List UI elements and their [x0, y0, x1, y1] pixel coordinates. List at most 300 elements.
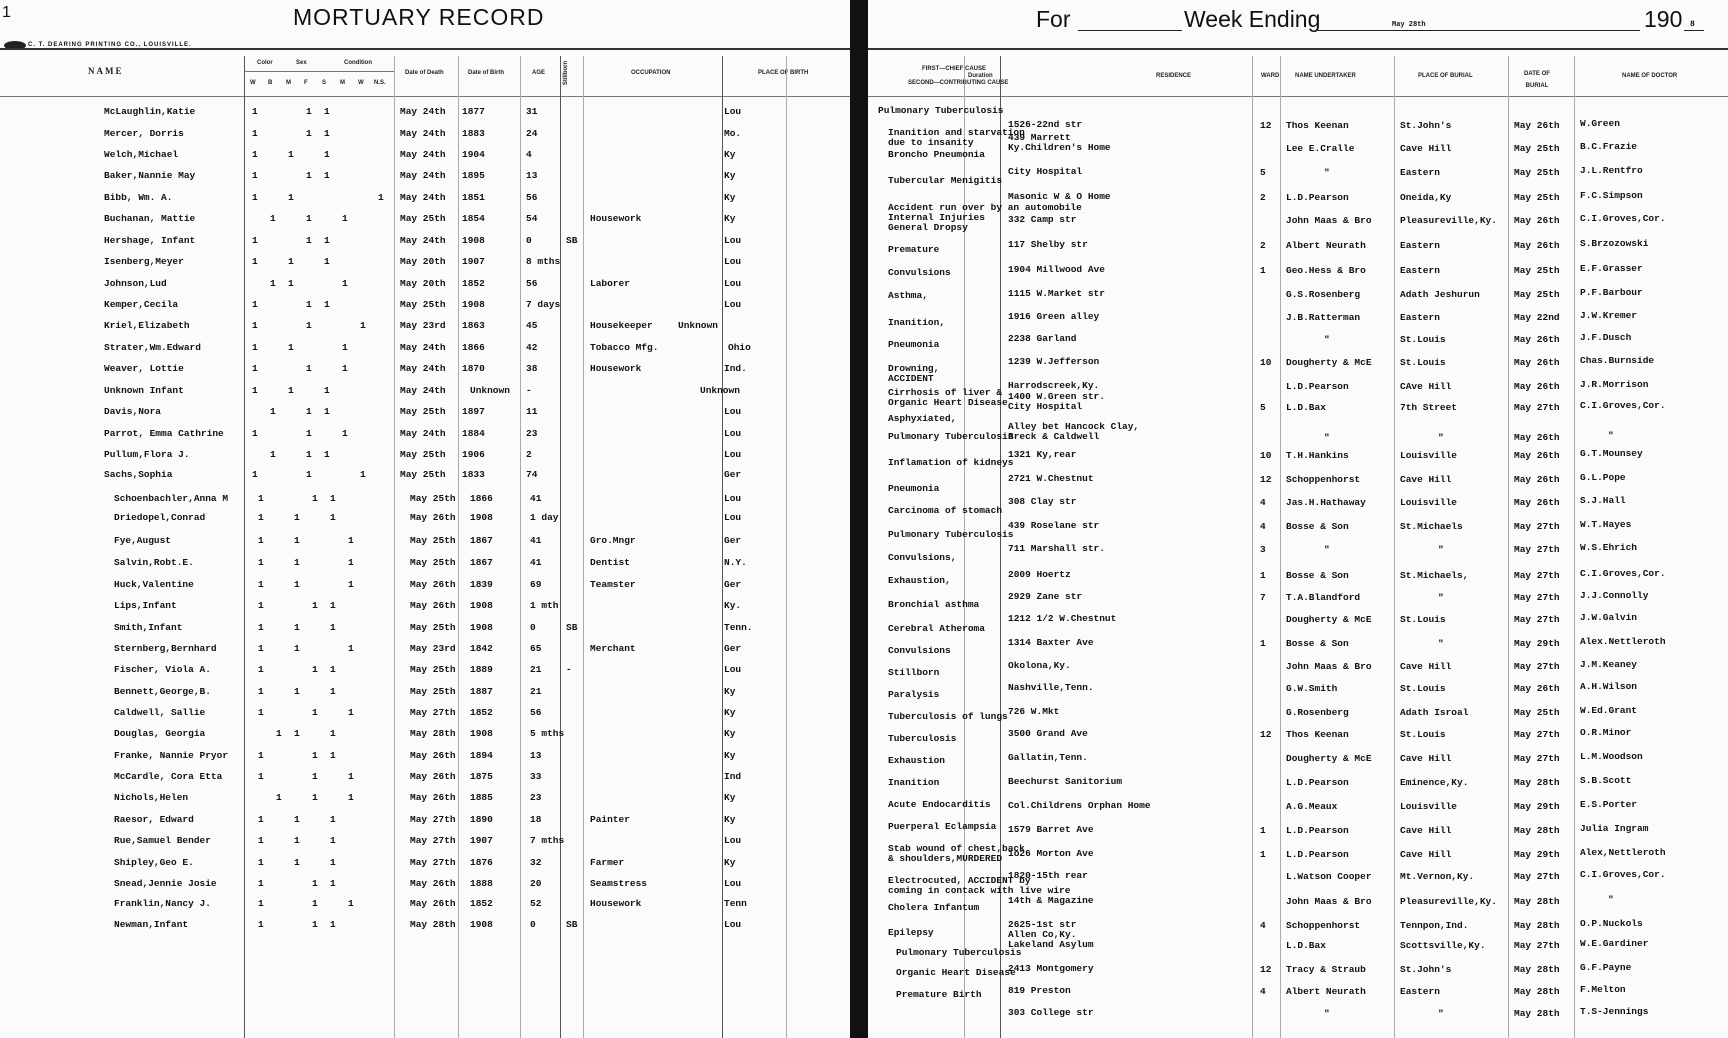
burial-date: May 22nd — [1514, 312, 1560, 323]
cause-of-death: Pneumonia — [888, 483, 940, 494]
header-sub-1: B — [268, 80, 273, 86]
place-of-birth: Ky — [724, 792, 736, 803]
col-divider — [458, 56, 459, 1038]
condition-mark: 1 — [342, 213, 348, 224]
place-of-birth: Ky. — [724, 600, 742, 611]
age: 32 — [530, 857, 542, 868]
deceased-name: Sternberg,Bernhard — [114, 643, 217, 654]
burial-place: " — [1438, 432, 1444, 443]
deceased-name: Driedopel,Conrad — [114, 512, 206, 523]
age: 7 mths — [530, 835, 565, 846]
condition-mark: 1 — [258, 493, 264, 504]
burial-date: May 25th — [1514, 265, 1560, 276]
burial-date: May 26th — [1514, 432, 1560, 443]
condition-mark: 1 — [252, 428, 258, 439]
residence: City Hospital — [1008, 166, 1083, 177]
doctor-name: S.Brzozowski — [1580, 238, 1649, 249]
cause-of-death: Paralysis — [888, 689, 940, 700]
condition-mark: 1 — [294, 835, 300, 846]
age: 18 — [530, 814, 542, 825]
date-of-death: May 27th — [410, 857, 456, 868]
place-of-birth: Lou — [724, 106, 742, 117]
burial-date: May 26th — [1514, 357, 1560, 368]
occupation: Laborer — [590, 278, 630, 289]
col-divider — [1252, 56, 1253, 1038]
date-of-death: May 25th — [410, 535, 456, 546]
residence: 1o26 Morton Ave — [1008, 848, 1094, 859]
doctor-name: J.W.Kremer — [1580, 310, 1638, 321]
place-of-birth: Ind. — [724, 363, 747, 374]
doctor-name: C.I.Groves,Cor. — [1580, 213, 1666, 224]
burial-place: Eastern — [1400, 265, 1440, 276]
for-blank-line — [1078, 30, 1182, 31]
date-of-birth: 1876 — [470, 857, 493, 868]
age: 45 — [526, 320, 538, 331]
cause-of-death: Inflamation of kidneys — [888, 457, 1014, 468]
doctor-name: W.S.Ehrich — [1580, 542, 1638, 553]
age: 20 — [530, 878, 542, 889]
date-of-birth: 1852 — [462, 278, 485, 289]
cause-of-death: Cholera Infantum — [888, 902, 980, 913]
deceased-name: Unknown Infant — [104, 385, 184, 396]
undertaker: " — [1324, 167, 1330, 178]
condition-mark: 1 — [252, 106, 258, 117]
place-of-birth: Lou — [724, 919, 742, 930]
age: 24 — [526, 128, 538, 139]
place-of-birth: Lou — [724, 512, 742, 523]
doctor-name: C.I.Groves,Cor. — [1580, 869, 1666, 880]
cause-of-death: Organic Heart Disease — [896, 967, 1016, 978]
date-of-death: May 26th — [410, 771, 456, 782]
condition-mark: 1 — [258, 686, 264, 697]
condition-mark: 1 — [348, 557, 354, 568]
residence: 1526-22nd str — [1008, 119, 1083, 130]
burial-place: " — [1438, 1008, 1444, 1019]
ward: 12 — [1260, 474, 1272, 485]
date-of-death: May 20th — [400, 278, 446, 289]
condition-mark: 1 — [294, 643, 300, 654]
condition-mark: 1 — [306, 428, 312, 439]
condition-mark: 1 — [324, 128, 330, 139]
deceased-name: Pullum,Flora J. — [104, 449, 190, 460]
deceased-name: Newman,Infant — [114, 919, 189, 930]
age: 0 — [530, 919, 536, 930]
cause-of-death: Epilepsy — [888, 927, 934, 938]
doctor-name: G.L.Pope — [1580, 472, 1626, 483]
condition-mark: 1 — [270, 213, 276, 224]
place-of-birth: Ger — [724, 469, 742, 480]
condition-mark: 1 — [360, 469, 366, 480]
place-of-birth: Ky — [724, 707, 736, 718]
doctor-name: O.P.Nuckols — [1580, 918, 1643, 929]
undertaker: Dougherty & McE — [1286, 614, 1372, 625]
condition-mark: 1 — [330, 814, 336, 825]
undertaker: " — [1324, 544, 1330, 555]
residence: 308 Clay str — [1008, 496, 1077, 507]
place-of-birth: Ky — [724, 857, 736, 868]
week-date-line — [1316, 30, 1640, 31]
residence: 711 Marshall str. — [1008, 543, 1105, 554]
condition-mark: 1 — [270, 449, 276, 460]
residence: 1212 1/2 W.Chestnut — [1008, 613, 1117, 624]
date-of-death: May 25th — [400, 406, 446, 417]
date-of-death: May 27th — [410, 814, 456, 825]
date-of-birth: 1904 — [462, 149, 485, 160]
ward: 10 — [1260, 357, 1272, 368]
residence: 1321 Ky,rear — [1008, 449, 1077, 460]
deceased-name: Isenberg,Meyer — [104, 256, 184, 267]
doctor-name: S.J.Hall — [1580, 495, 1626, 506]
place-of-birth: Ky — [724, 814, 736, 825]
deceased-name: Baker,Nannie May — [104, 170, 196, 181]
condition-mark: 1 — [306, 170, 312, 181]
date-of-death: May 26th — [410, 792, 456, 803]
date-of-death: May 25th — [410, 664, 456, 675]
doctor-name: A.H.Wilson — [1580, 681, 1638, 692]
cause-of-death: Premature — [888, 244, 940, 255]
condition-mark: 1 — [306, 469, 312, 480]
date-of-birth: 1908 — [470, 622, 493, 633]
undertaker: Dougherty & McE — [1286, 753, 1372, 764]
stillborn-mark: SB — [566, 235, 578, 246]
condition-mark: 1 — [258, 898, 264, 909]
date-of-birth: 1866 — [462, 342, 485, 353]
deceased-name: Franke, Nannie Pryor — [114, 750, 229, 761]
undertaker: L.D.Pearson — [1286, 825, 1349, 836]
burial-place: St.Louis — [1400, 729, 1446, 740]
residence: 726 W.Mkt — [1008, 706, 1060, 717]
burial-date: May 27th — [1514, 544, 1560, 555]
age: 41 — [530, 493, 542, 504]
occupation: Housekeeper — [590, 320, 653, 331]
week-ending-date: May 28th — [1392, 21, 1426, 29]
place-of-birth: Ger — [724, 535, 742, 546]
place-of-birth: Lou — [724, 406, 742, 417]
condition-mark: 1 — [312, 878, 318, 889]
burial-place: Cave Hill — [1400, 143, 1452, 154]
condition-mark: 1 — [258, 579, 264, 590]
place-of-birth: Lou — [724, 256, 742, 267]
place-of-birth: Mo. — [724, 128, 742, 139]
ward: 1 — [1260, 265, 1266, 276]
condition-mark: 1 — [330, 878, 336, 889]
stillborn-mark: - — [566, 664, 572, 675]
undertaker: Schoppenhorst — [1286, 920, 1361, 931]
cause-of-death: Asthma, — [888, 290, 928, 301]
condition-mark: 1 — [348, 643, 354, 654]
doctor-name: " — [1608, 430, 1614, 441]
residence: Okolona,Ky. — [1008, 660, 1071, 671]
place-of-birth: Lou — [724, 428, 742, 439]
date-of-death: May 24th — [400, 192, 446, 203]
date-of-death: May 26th — [410, 898, 456, 909]
place-of-birth: Ky — [724, 686, 736, 697]
age: 65 — [530, 643, 542, 654]
occupation: Merchant — [590, 643, 636, 654]
year-suffix: 8 — [1690, 20, 1695, 29]
residence: 117 Shelby str — [1008, 239, 1088, 250]
date-of-birth: 1870 — [462, 363, 485, 374]
date-of-birth: 1888 — [470, 878, 493, 889]
age: 23 — [526, 428, 538, 439]
condition-mark: 1 — [270, 278, 276, 289]
ward: 4 — [1260, 521, 1266, 532]
condition-mark: 1 — [312, 750, 318, 761]
header-undertaker: NAME UNDERTAKER — [1295, 73, 1356, 79]
undertaker: L.D.Bax — [1286, 402, 1326, 413]
date-of-death: May 26th — [410, 600, 456, 611]
burial-place: St.Louis — [1400, 334, 1446, 345]
deceased-name: Buchanan, Mattie — [104, 213, 196, 224]
condition-mark: 1 — [252, 320, 258, 331]
burial-place: Oneida,Ky — [1400, 192, 1452, 203]
deceased-name: Kemper,Cecila — [104, 299, 179, 310]
condition-mark: 1 — [258, 857, 264, 868]
place-of-birth: Lou — [724, 278, 742, 289]
place-of-birth: Ky — [724, 192, 736, 203]
burial-date: May 29th — [1514, 638, 1560, 649]
doctor-name: E.S.Porter — [1580, 799, 1638, 810]
doctor-name: B.C.Frazie — [1580, 141, 1638, 152]
date-of-birth: 1897 — [462, 406, 485, 417]
date-of-birth: 1906 — [462, 449, 485, 460]
residence: 1239 W.Jefferson — [1008, 356, 1100, 367]
undertaker: Bosse & Son — [1286, 521, 1349, 532]
cause-of-death: Broncho Pneumonia — [888, 149, 985, 160]
doctor-name: T.S-Jennings — [1580, 1006, 1649, 1017]
col-divider — [583, 56, 584, 1038]
title-for: For — [1036, 6, 1071, 32]
burial-place: Pleasureville,Ky. — [1400, 215, 1497, 226]
residence: Harrodscreek,Ky. — [1008, 380, 1100, 391]
burial-date: May 27th — [1514, 871, 1560, 882]
ward: 1 — [1260, 825, 1266, 836]
undertaker: L.D.Bax — [1286, 940, 1326, 951]
condition-mark: 1 — [312, 792, 318, 803]
place-of-birth: Ky — [724, 170, 736, 181]
date-of-birth: 1852 — [470, 707, 493, 718]
ward: 12 — [1260, 964, 1272, 975]
burial-date: May 28th — [1514, 825, 1560, 836]
date-of-birth: 1884 — [462, 428, 485, 439]
header-ward: WARD — [1261, 73, 1280, 79]
deceased-name: Welch,Michael — [104, 149, 179, 160]
burial-place: Cave Hill — [1400, 753, 1452, 764]
burial-date: May 25th — [1514, 707, 1560, 718]
cause-of-death: Convulsions — [888, 267, 951, 278]
ward: 2 — [1260, 192, 1266, 203]
date-of-death: May 24th — [400, 342, 446, 353]
col-divider — [1508, 56, 1509, 1038]
date-of-death: May 26th — [410, 512, 456, 523]
undertaker: Dougherty & McE — [1286, 357, 1372, 368]
doctor-name: W.Ed.Grant — [1580, 705, 1638, 716]
ward: 2 — [1260, 240, 1266, 251]
condition-mark: 1 — [330, 600, 336, 611]
stillborn-mark: SB — [566, 622, 578, 633]
cause-of-death: Pulmonary Tuberculosis — [878, 105, 1004, 116]
deceased-name: Caldwell, Sallie — [114, 707, 206, 718]
condition-mark: 1 — [306, 449, 312, 460]
condition-mark: 1 — [312, 898, 318, 909]
header-color: Color — [257, 60, 273, 66]
corner-mark: 1 — [2, 4, 11, 21]
place-of-birth: Lou — [724, 878, 742, 889]
doctor-name: J.M.Keaney — [1580, 659, 1638, 670]
date-of-death: May 26th — [410, 579, 456, 590]
residence: 819 Preston — [1008, 985, 1071, 996]
burial-place: Adath Jeshurun — [1400, 289, 1480, 300]
burial-date: May 26th — [1514, 381, 1560, 392]
deceased-name: Douglas, Georgia — [114, 728, 206, 739]
condition-mark: 1 — [306, 406, 312, 417]
age: 69 — [530, 579, 542, 590]
burial-place: Louisville — [1400, 450, 1458, 461]
burial-place: 7th Street — [1400, 402, 1458, 413]
condition-mark: 1 — [348, 535, 354, 546]
burial-place: St.Louis — [1400, 357, 1446, 368]
condition-mark: 1 — [258, 878, 264, 889]
cause-of-death: Pneumonia — [888, 339, 940, 350]
doctor-name: J.J.Connolly — [1580, 590, 1649, 601]
header-burial-place: PLACE OF BURIAL — [1418, 73, 1473, 79]
doctor-name: W.Green — [1580, 118, 1620, 129]
date-of-birth: 1907 — [470, 835, 493, 846]
date-of-death: May 25th — [410, 622, 456, 633]
condition-mark: 1 — [324, 235, 330, 246]
header-burial-date: DATE OF BURIAL — [1524, 71, 1550, 89]
place-of-birth: Ky — [724, 728, 736, 739]
undertaker: John Maas & Bro — [1286, 661, 1372, 672]
header-age: AGE — [532, 70, 546, 76]
condition-mark: 1 — [324, 385, 330, 396]
condition-mark: 1 — [324, 106, 330, 117]
burial-date: May 27th — [1514, 592, 1560, 603]
condition-mark: 1 — [258, 512, 264, 523]
undertaker: Thos Keenan — [1286, 729, 1349, 740]
date-of-death: May 28th — [410, 919, 456, 930]
burial-date: May 27th — [1514, 661, 1560, 672]
condition-mark: 1 — [348, 707, 354, 718]
burial-place: Louisville — [1400, 801, 1458, 812]
undertaker: John Maas & Bro — [1286, 896, 1372, 907]
header-name: NAME — [88, 66, 124, 76]
title-year-prefix: 190 — [1644, 6, 1683, 32]
residence: Nashville,Tenn. — [1008, 682, 1094, 693]
ward: 5 — [1260, 402, 1266, 413]
header-first-cause: FIRST—CHIEF CAUSE — [922, 66, 987, 72]
deceased-name: Mercer, Dorris — [104, 128, 184, 139]
place-of-birth: Tenn — [724, 898, 747, 909]
date-of-birth: 1852 — [470, 898, 493, 909]
undertaker: " — [1324, 432, 1330, 443]
cause-of-death: Inanition and starvation due to insanity — [888, 127, 1025, 148]
date-of-birth: 1877 — [462, 106, 485, 117]
burial-date: May 26th — [1514, 683, 1560, 694]
condition-mark: 1 — [306, 213, 312, 224]
deceased-name: Lips,Infant — [114, 600, 177, 611]
deceased-name: Weaver, Lottie — [104, 363, 184, 374]
undertaker: L.D.Pearson — [1286, 777, 1349, 788]
doctor-name: C.I.Groves,Cor. — [1580, 400, 1666, 411]
condition-mark: 1 — [306, 320, 312, 331]
burial-date: May 27th — [1514, 753, 1560, 764]
condition-mark: 1 — [258, 600, 264, 611]
burial-place: Cave Hill — [1400, 825, 1452, 836]
place-of-birth: Ind — [724, 771, 742, 782]
date-of-death: May 24th — [400, 170, 446, 181]
place-of-birth: Ohio — [728, 342, 751, 353]
cause-of-death: Exhaustion — [888, 755, 946, 766]
condition-mark: 1 — [276, 728, 282, 739]
condition-mark: 1 — [306, 235, 312, 246]
header-place-of-birth: PLACE OF BIRTH — [758, 70, 809, 76]
burial-date: May 27th — [1514, 570, 1560, 581]
condition-mark: 1 — [342, 363, 348, 374]
deceased-name: Shipley,Geo E. — [114, 857, 194, 868]
age: 4 — [526, 149, 532, 160]
burial-date: May 25th — [1514, 167, 1560, 178]
condition-mark: 1 — [306, 299, 312, 310]
date-of-death: May 23rd — [400, 320, 446, 331]
condition-mark: 1 — [294, 557, 300, 568]
ward: 12 — [1260, 729, 1272, 740]
condition-mark: 1 — [294, 686, 300, 697]
residence: 1115 W.Market str — [1008, 288, 1105, 299]
burial-place: Tennpon,Ind. — [1400, 920, 1469, 931]
burial-date: May 26th — [1514, 334, 1560, 345]
residence: 1579 Barret Ave — [1008, 824, 1094, 835]
burial-date: May 26th — [1514, 474, 1560, 485]
burial-place: St.Michaels — [1400, 521, 1463, 532]
burial-date: May 28th — [1514, 1008, 1560, 1019]
burial-place: Scottsville,Ky. — [1400, 940, 1486, 951]
condition-mark: 1 — [342, 278, 348, 289]
date-of-birth: 1887 — [470, 686, 493, 697]
header-sub-0: W — [250, 80, 256, 86]
occupation: Housework — [590, 213, 642, 224]
condition-mark: 1 — [342, 428, 348, 439]
stillborn-mark: SB — [566, 919, 578, 930]
condition-mark: 1 — [312, 493, 318, 504]
condition-mark: 1 — [312, 771, 318, 782]
date-of-birth: 1908 — [462, 299, 485, 310]
doctor-name: F.C.Simpson — [1580, 190, 1643, 201]
burial-date: May 27th — [1514, 940, 1560, 951]
condition-mark: 1 — [312, 664, 318, 675]
undertaker: Bosse & Son — [1286, 638, 1349, 649]
burial-place: CAve Hill — [1400, 381, 1452, 392]
burial-place: Pleasureville,Ky. — [1400, 896, 1497, 907]
date-of-birth: 1889 — [470, 664, 493, 675]
date-of-birth: 1907 — [462, 256, 485, 267]
residence: 2625-1st str — [1008, 919, 1077, 930]
doctor-name: O.R.Minor — [1580, 727, 1632, 738]
burial-date: May 26th — [1514, 120, 1560, 131]
date-of-birth: 1890 — [470, 814, 493, 825]
cause-of-death: Stillborn — [888, 667, 940, 678]
burial-place: Eminence,Ky. — [1400, 777, 1469, 788]
condition-mark: 1 — [252, 235, 258, 246]
cause-of-death: Asphyxiated, — [888, 413, 957, 424]
place-of-birth: Lou — [724, 235, 742, 246]
age: 52 — [530, 898, 542, 909]
title-week-ending: Week Ending — [1184, 6, 1321, 32]
date-of-birth: 1908 — [470, 600, 493, 611]
occupation: Dentist — [590, 557, 630, 568]
date-of-death: May 26th — [410, 878, 456, 889]
header-top-rule — [0, 48, 850, 50]
